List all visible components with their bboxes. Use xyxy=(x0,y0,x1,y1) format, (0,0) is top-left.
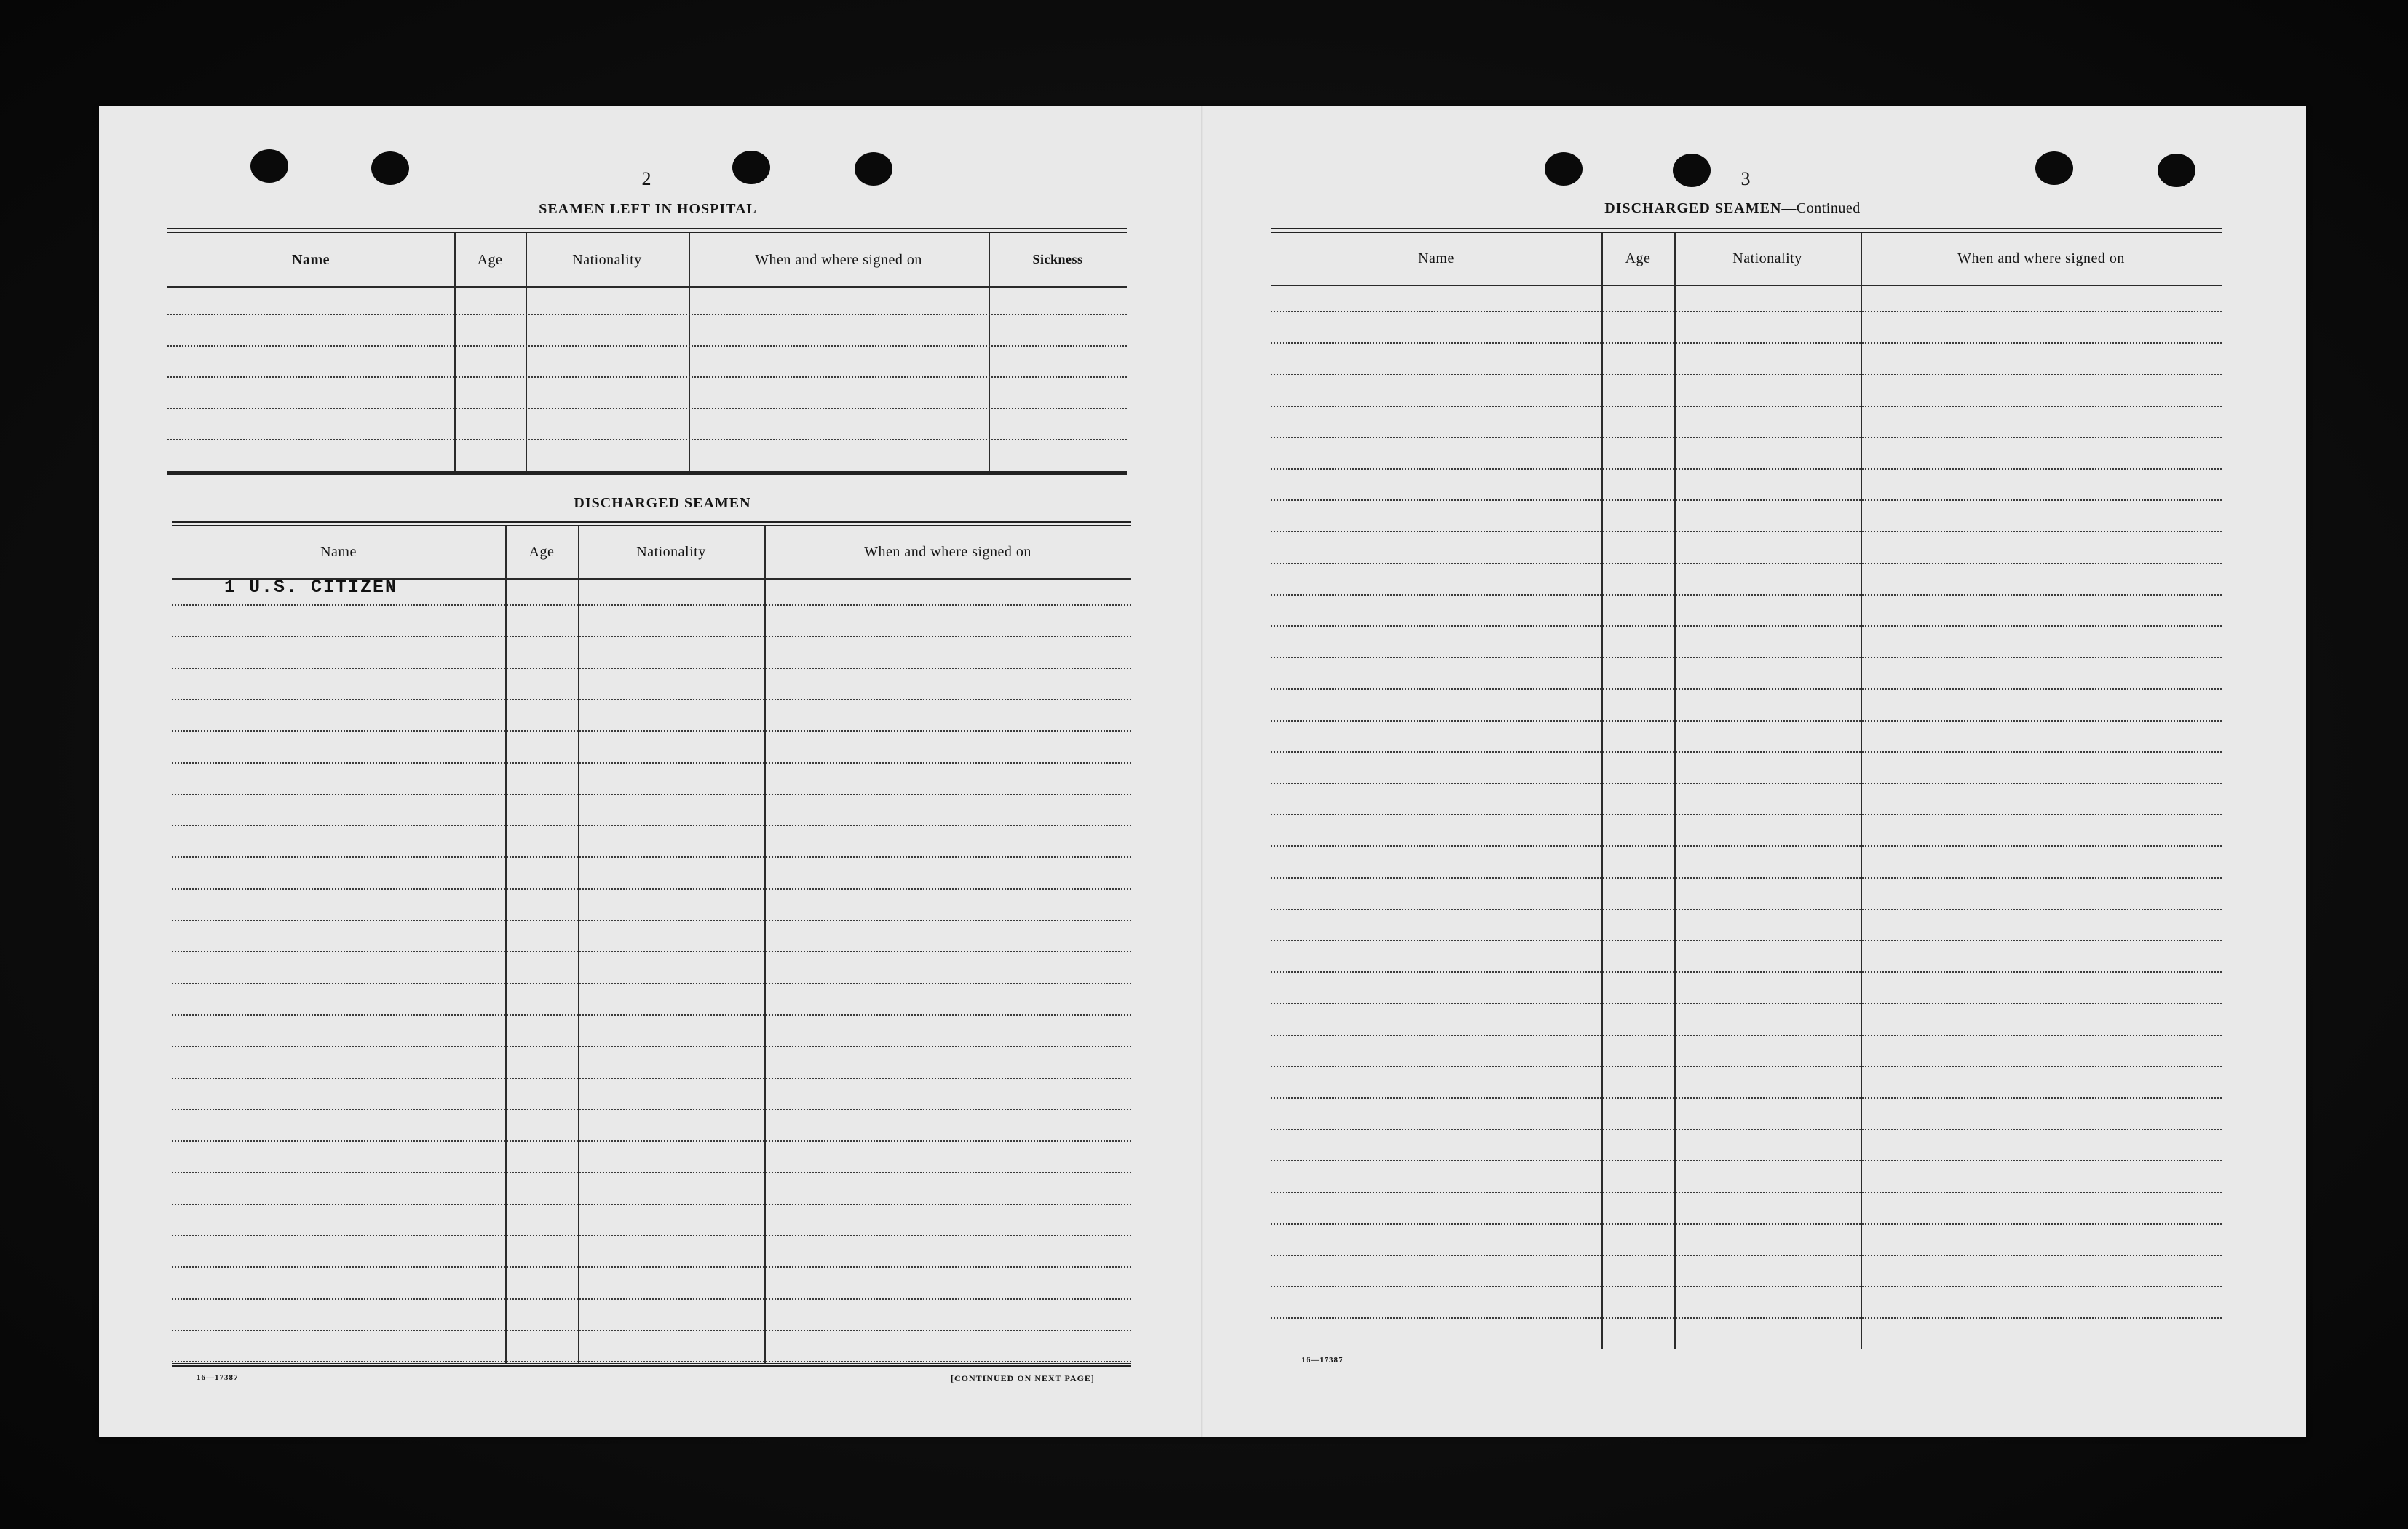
section-title-suffix: —Continued xyxy=(1781,200,1861,216)
ruled-line xyxy=(167,345,1127,347)
col-header-nationality: Nationality xyxy=(1732,250,1802,266)
table-top-rule xyxy=(167,228,1127,233)
punch-hole xyxy=(1673,154,1711,187)
ruled-line xyxy=(172,794,1131,795)
col-header-signed-on: When and where signed on xyxy=(755,252,922,268)
ruled-line xyxy=(172,1109,1131,1110)
column-divider xyxy=(1861,233,1862,1349)
ruled-line xyxy=(1271,909,2222,910)
ruled-line xyxy=(172,636,1131,637)
ruled-line xyxy=(1271,688,2222,690)
col-header-nationality: Nationality xyxy=(636,544,706,560)
ruled-line xyxy=(167,408,1127,409)
discharged-continued-header-row xyxy=(1271,233,2222,286)
table-bottom-rule xyxy=(172,1363,1131,1367)
ruled-line xyxy=(1271,437,2222,438)
col-header-age: Age xyxy=(477,252,503,268)
column-divider xyxy=(505,526,507,1364)
ruled-line xyxy=(1271,1255,2222,1256)
ruled-line xyxy=(172,699,1131,700)
punch-hole xyxy=(2158,154,2195,187)
ruled-line xyxy=(172,951,1131,952)
col-header-name: Name xyxy=(292,252,330,268)
ruled-line xyxy=(1271,342,2222,344)
ruled-line xyxy=(172,1204,1131,1205)
ruled-line xyxy=(172,920,1131,921)
column-divider xyxy=(578,526,579,1364)
ruled-line xyxy=(172,1298,1131,1300)
discharged-table-right xyxy=(1271,228,2222,1349)
ruled-line xyxy=(172,604,1131,606)
col-header-age: Age xyxy=(528,544,555,560)
ruled-line xyxy=(1271,657,2222,658)
col-header-signed-on: When and where signed on xyxy=(1957,250,2125,266)
ruled-line xyxy=(172,1361,1131,1362)
ruled-line xyxy=(1271,1192,2222,1193)
punch-hole xyxy=(250,149,288,183)
ruled-line xyxy=(1271,783,2222,784)
table-top-rule xyxy=(172,521,1131,526)
punch-hole xyxy=(855,152,892,186)
ruled-line xyxy=(1271,971,2222,973)
ruled-line xyxy=(1271,499,2222,501)
col-header-name: Name xyxy=(320,544,357,560)
col-header-age: Age xyxy=(1625,250,1651,266)
ruled-line xyxy=(1271,1286,2222,1287)
ruled-line xyxy=(172,730,1131,732)
typed-entry: 1 U.S. CITIZEN xyxy=(224,577,398,598)
table-top-rule xyxy=(1271,228,2222,233)
discharged-section-title: DISCHARGED SEAMEN xyxy=(574,495,751,511)
ruled-line xyxy=(1271,563,2222,564)
continued-note: [CONTINUED ON NEXT PAGE] xyxy=(951,1373,1095,1383)
ruled-line xyxy=(1271,1097,2222,1099)
ruled-line xyxy=(1271,1223,2222,1225)
hospital-section-title: SEAMEN LEFT IN HOSPITAL xyxy=(539,201,757,217)
ruled-line xyxy=(172,1046,1131,1047)
form-code-left: 16—17387 xyxy=(197,1373,239,1382)
ruled-line xyxy=(1271,311,2222,312)
ruled-line xyxy=(172,1235,1131,1236)
ruled-line xyxy=(1271,594,2222,596)
ruled-line xyxy=(172,888,1131,890)
section-title-main: DISCHARGED SEAMEN xyxy=(1604,200,1782,216)
column-divider xyxy=(1674,233,1676,1349)
ruled-line xyxy=(172,825,1131,826)
hospital-table xyxy=(167,228,1127,475)
col-header-nationality: Nationality xyxy=(572,252,642,268)
form-code-right: 16—17387 xyxy=(1302,1356,1344,1364)
punch-hole xyxy=(732,151,770,184)
col-header-signed-on: When and where signed on xyxy=(864,544,1031,560)
ruled-line xyxy=(1271,406,2222,407)
ruled-line xyxy=(172,762,1131,764)
ruled-line xyxy=(172,856,1131,858)
ruled-line xyxy=(1271,1317,2222,1319)
ruled-line xyxy=(172,983,1131,984)
ruled-line xyxy=(1271,1035,2222,1036)
ruled-line xyxy=(1271,1066,2222,1067)
ruled-line xyxy=(1271,374,2222,375)
page-number-right: 3 xyxy=(1740,168,1751,189)
page-number-left: 2 xyxy=(641,168,651,189)
ruled-line xyxy=(1271,720,2222,722)
ruled-line xyxy=(172,1330,1131,1331)
ruled-line xyxy=(1271,1160,2222,1161)
col-header-name: Name xyxy=(1418,250,1454,266)
ruled-line xyxy=(1271,468,2222,470)
ruled-line xyxy=(172,1140,1131,1142)
hospital-header-row xyxy=(167,233,1127,288)
ruled-line xyxy=(1271,877,2222,879)
ruled-line xyxy=(1271,625,2222,627)
ruled-line xyxy=(1271,1003,2222,1004)
table-bottom-rule xyxy=(167,471,1127,475)
ruled-line xyxy=(1271,940,2222,941)
discharged-header-row xyxy=(172,526,1131,580)
column-divider xyxy=(1601,233,1603,1349)
ruled-line xyxy=(172,668,1131,669)
ruled-line xyxy=(172,1014,1131,1016)
ruled-line xyxy=(167,376,1127,378)
ruled-line xyxy=(1271,1129,2222,1130)
discharged-table-left xyxy=(172,521,1131,1369)
punch-hole xyxy=(371,151,409,185)
punch-hole xyxy=(1545,152,1583,186)
center-fold xyxy=(1201,106,1203,1437)
ruled-line xyxy=(1271,751,2222,753)
ruled-line xyxy=(167,314,1127,315)
ruled-line xyxy=(1271,814,2222,815)
punch-hole xyxy=(2035,151,2073,185)
discharged-continued-title xyxy=(1543,200,1922,217)
column-divider xyxy=(764,526,766,1364)
col-header-sickness: Sickness xyxy=(1032,252,1083,266)
ruled-line xyxy=(1271,531,2222,532)
ruled-line xyxy=(1271,845,2222,847)
ruled-line xyxy=(172,1078,1131,1079)
ruled-line xyxy=(172,1172,1131,1173)
ruled-line xyxy=(167,439,1127,440)
ruled-line xyxy=(172,1266,1131,1268)
